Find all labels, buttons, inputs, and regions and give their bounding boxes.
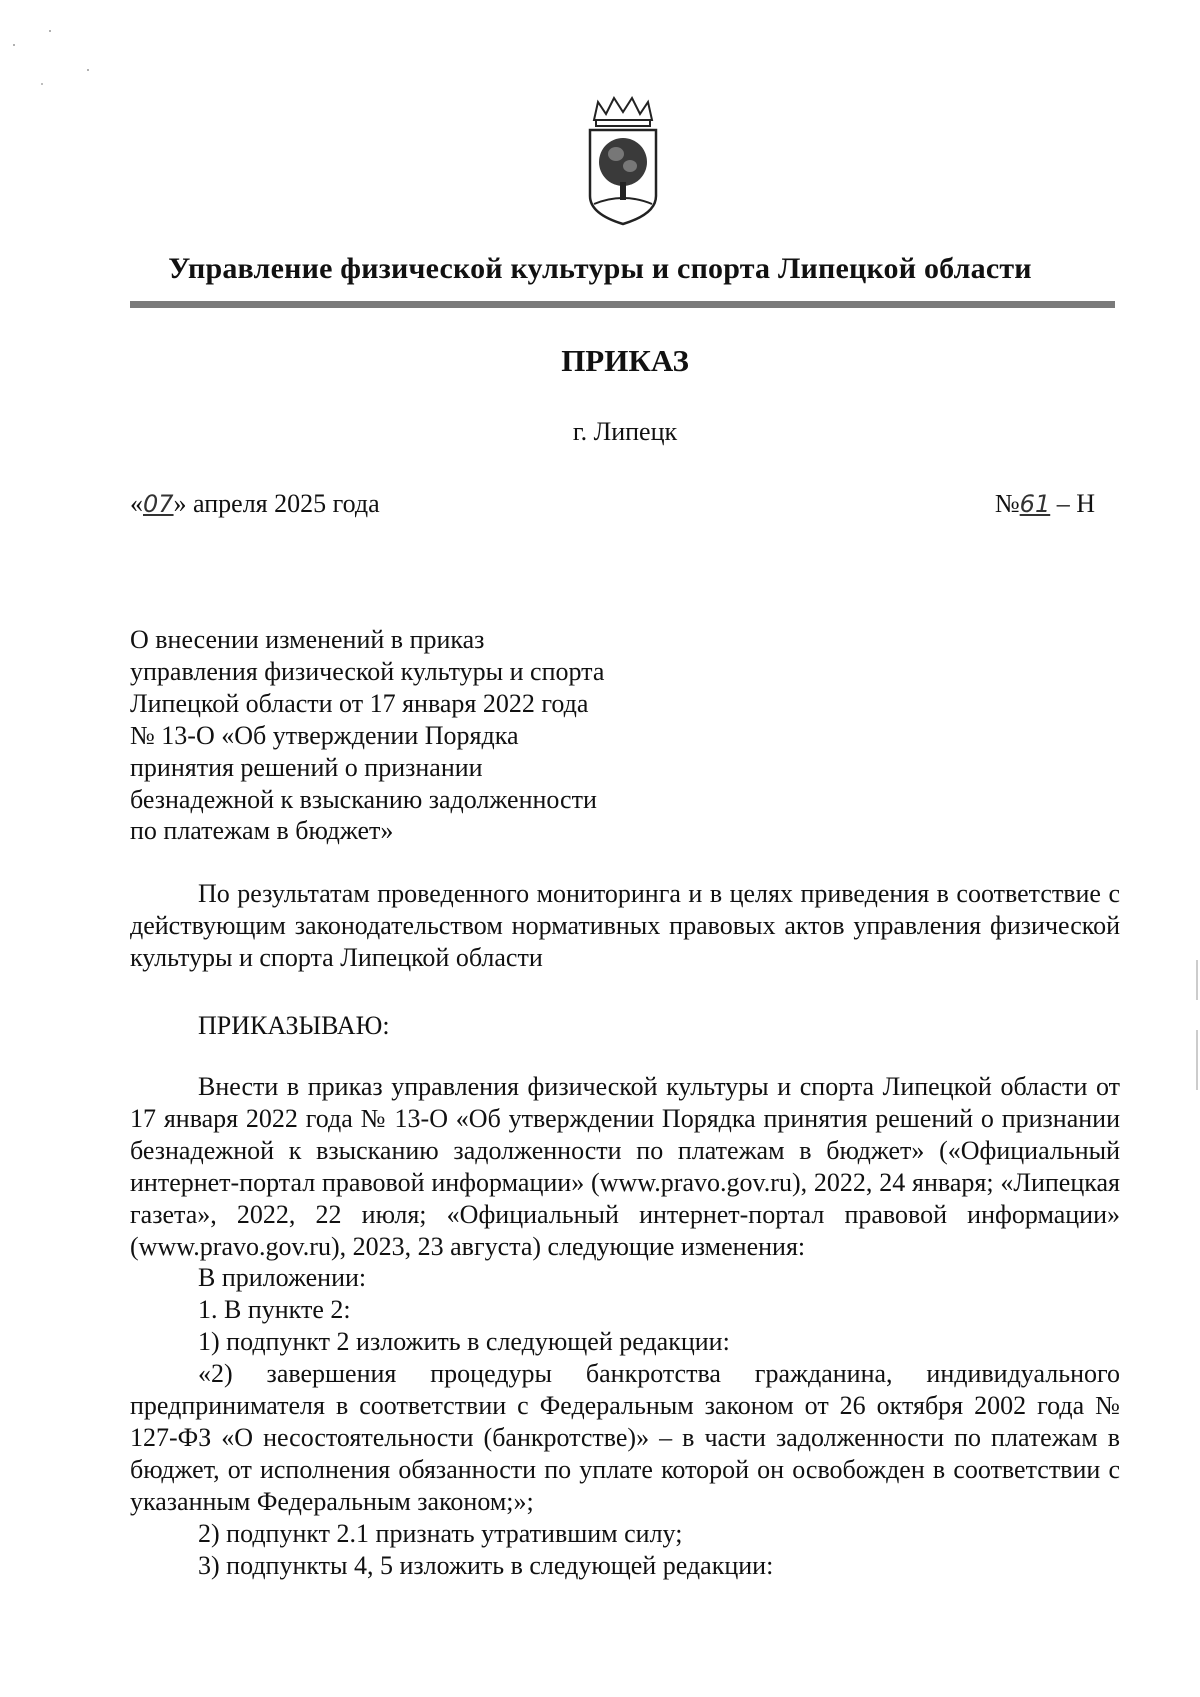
scan-edge-mark bbox=[1194, 960, 1200, 1090]
scan-artifacts bbox=[0, 0, 120, 100]
handwritten-day: 07 bbox=[143, 490, 174, 518]
order-word-block bbox=[130, 1010, 1120, 1042]
coat-of-arms-emblem bbox=[584, 96, 662, 230]
number-sign: № bbox=[994, 489, 1020, 518]
lipetsk-coat-of-arms-icon bbox=[584, 96, 662, 230]
date-rest: » апреля 2025 года bbox=[173, 489, 380, 518]
body-paragraph: 3) подпункты 4, 5 изложить в следующей редакции: bbox=[198, 1550, 774, 1580]
subject-line: по платежам в бюджет» bbox=[130, 816, 394, 846]
body-paragraph: 2) подпункт 2.1 признать утратившим силу; bbox=[198, 1518, 683, 1548]
number-suffix: – Н bbox=[1050, 489, 1095, 518]
document-type-heading: ПРИКАЗ bbox=[561, 343, 689, 378]
preamble-block bbox=[130, 878, 1120, 974]
subject-line: управления физической культуры и спорта bbox=[130, 656, 605, 686]
order-number bbox=[995, 489, 1095, 519]
body-paragraph: «2) завершения процедуры банкротства гражданина, индивидуального предпринимателя в соответствии с Федеральным законом от 26 октября 2002 года № 127-ФЗ «О несостоятельности (банкротстве)» – в части задолженности по платежам в бюджет, от исполнения обязанности по уплате которой он освобожден в соответствии с указанным Федеральным законом;»; bbox=[130, 1359, 1120, 1516]
subject-line: О внесении изменений в приказ bbox=[130, 625, 485, 654]
date-open-quote: « bbox=[130, 489, 143, 518]
organization-title: Управление физической культуры и спорта Липецкой области bbox=[168, 252, 1032, 285]
body-paragraph: 1. В пункте 2: bbox=[198, 1295, 351, 1325]
subject-line: принятия решений о признании bbox=[130, 752, 483, 782]
order-subject bbox=[130, 624, 650, 847]
order-date bbox=[130, 489, 380, 519]
subject-line: № 13-О «Об утверждении Порядка bbox=[130, 720, 519, 750]
city-line: г. Липецк bbox=[572, 417, 678, 446]
body-paragraph: В приложении: bbox=[198, 1263, 367, 1293]
subject-line: безнадежной к взысканию задолженности bbox=[130, 784, 597, 814]
body-paragraph: 1) подпункт 2 изложить в следующей редакции: bbox=[198, 1327, 730, 1357]
preamble-paragraph: По результатам проведенного мониторинга и в целях приведения в соответствие с действующим законодательством нормативных правовых актов управления физической культуры и спорта Липецкой области bbox=[130, 879, 1120, 972]
subject-line: Липецкой области от 17 января 2022 года bbox=[130, 688, 589, 718]
header-divider bbox=[130, 301, 1115, 308]
order-word: ПРИКАЗЫВАЮ: bbox=[198, 1011, 390, 1040]
order-body bbox=[130, 1071, 1120, 1582]
handwritten-number: 61 bbox=[1019, 490, 1051, 518]
body-paragraph: Внести в приказ управления физической культуры и спорта Липецкой области от 17 января 2022 года № 13-О «Об утверждении Порядка принятия решений о признании безнадежной к взысканию задолженности по платежам в бюджет» («Официальный интернет-портал правовой информации» (www.pravo.gov.ru), 2022, 24 января; «Липецкая газета», 2022, 22 июля; «Официальный интернет-портал правовой информации» (www.pravo.gov.ru), 2023, 23 августа) следующие изменения: bbox=[130, 1072, 1120, 1261]
